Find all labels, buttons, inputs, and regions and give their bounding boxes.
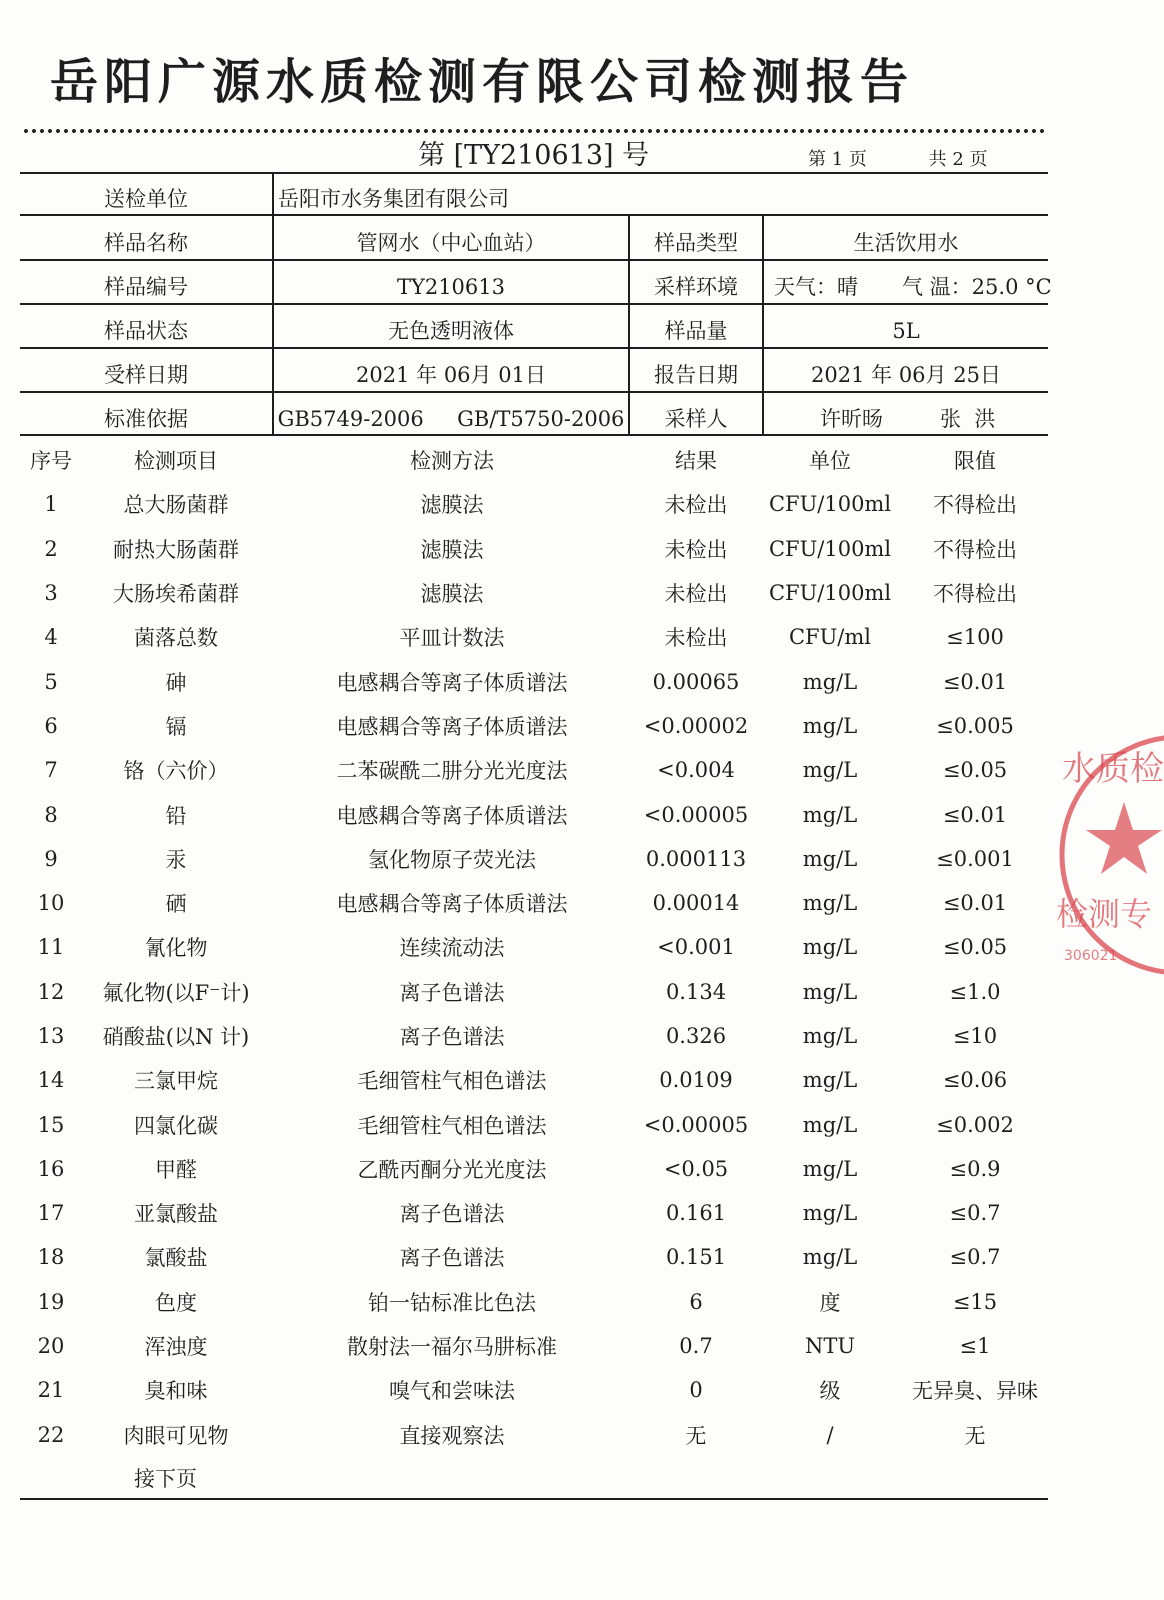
temperature-value: 气 温：25.0 °C	[902, 275, 1052, 299]
cell-unit: mg/L	[802, 1112, 858, 1137]
cell-index: 序号	[30, 449, 72, 474]
sample-type-label: 样品类型	[654, 231, 738, 255]
cell-result: 未检出	[664, 626, 728, 651]
cell-index: 13	[37, 1024, 65, 1048]
cell-limit: 无异臭、异味	[912, 1379, 1038, 1404]
cell-limit: ≤0.005	[936, 713, 1014, 738]
cell-method: 电感耦合等离子体质谱法	[336, 803, 568, 828]
cell-method: 电感耦合等离子体质谱法	[336, 670, 568, 695]
cell-index: 21	[37, 1378, 65, 1403]
cell-index: 20	[37, 1334, 65, 1359]
env-label: 采样环境	[654, 275, 738, 299]
cell-result: 0.00065	[652, 669, 740, 694]
report-date-value: 2021 年 06月 25日	[811, 363, 1001, 387]
cell-index: 14	[37, 1068, 65, 1093]
cell-limit: ≤0.01	[942, 669, 1008, 694]
cell-index: 18	[37, 1245, 65, 1270]
cell-index: 22	[37, 1422, 65, 1447]
table-row	[20, 1235, 1048, 1279]
cell-item: 亚氯酸盐	[134, 1202, 218, 1227]
cell-result: 6	[689, 1289, 703, 1314]
total-pages: 共 2 页	[928, 149, 988, 170]
cell-method: 毛细管柱气相色谱法	[357, 1113, 547, 1138]
cell-index: 17	[37, 1201, 65, 1226]
dotted-separator	[22, 128, 1044, 134]
info-rule	[20, 347, 1048, 349]
cell-limit: ≤0.9	[949, 1156, 1001, 1181]
table-row	[20, 748, 1048, 792]
cell-result: 无	[685, 1423, 707, 1448]
cell-result: 0.7	[679, 1334, 713, 1359]
cell-unit: mg/L	[802, 1201, 858, 1226]
unit-value: 岳阳市水务集团有限公司	[278, 187, 509, 211]
cell-unit: mg/L	[802, 1245, 858, 1270]
cell-item: 菌落总数	[134, 626, 218, 651]
table-row	[20, 704, 1048, 748]
info-bottom-rule	[20, 434, 1048, 436]
cell-unit: mg/L	[802, 891, 858, 916]
cell-index: 3	[44, 581, 58, 606]
cell-method: 电感耦合等离子体质谱法	[336, 714, 568, 739]
cell-item: 甲醛	[155, 1157, 197, 1182]
cell-result: <0.05	[663, 1156, 729, 1181]
table-row	[20, 1147, 1048, 1191]
standard-label: 标准依据	[104, 407, 188, 431]
cell-unit: mg/L	[802, 846, 858, 871]
cell-item: 四氯化碳	[134, 1113, 218, 1138]
cell-index: 11	[37, 935, 65, 960]
cell-limit: 限值	[954, 449, 996, 474]
sample-name-label: 样品名称	[104, 231, 188, 255]
cell-item: 浑浊度	[144, 1335, 208, 1360]
table-row	[20, 615, 1048, 659]
table-row	[20, 881, 1048, 925]
table-row	[20, 1014, 1048, 1058]
current-page: 第 1 页	[808, 149, 867, 170]
sample-name-value: 管网水（中心血站）	[356, 231, 546, 255]
table-row	[20, 1324, 1048, 1368]
info-rule	[20, 259, 1048, 261]
sample-id-value: TY210613	[396, 275, 506, 299]
cell-limit: ≤1.0	[949, 979, 1001, 1004]
cell-method: 毛细管柱气相色谱法	[357, 1069, 547, 1094]
cell-unit: mg/L	[802, 1024, 858, 1048]
table-row	[20, 482, 1048, 526]
table-row	[20, 1280, 1048, 1324]
cell-method: 直接观察法	[399, 1423, 505, 1448]
cell-index: 12	[37, 979, 65, 1004]
cell-item: 臭和味	[144, 1379, 208, 1404]
cell-unit: /	[826, 1422, 834, 1447]
table-row	[20, 1368, 1048, 1412]
cell-index: 1	[44, 492, 58, 517]
cell-item: 汞	[165, 847, 187, 872]
report-date-label: 报告日期	[654, 363, 738, 387]
cell-method: 氢化物原子荧光法	[368, 847, 536, 872]
cell-method: 滤膜法	[420, 537, 484, 562]
cell-limit: ≤0.002	[936, 1112, 1014, 1137]
table-row	[20, 571, 1048, 615]
cell-method: 滤膜法	[420, 493, 484, 518]
bottom-rule	[20, 1498, 1048, 1500]
cell-index: 16	[37, 1156, 65, 1181]
cell-unit: mg/L	[802, 669, 858, 694]
cell-index: 6	[44, 713, 58, 738]
cell-unit: mg/L	[802, 1156, 858, 1181]
cell-index: 15	[37, 1112, 65, 1137]
cell-unit: 单位	[809, 449, 851, 474]
cell-unit: 级	[819, 1379, 841, 1404]
cell-index: 5	[44, 669, 58, 694]
cell-unit: CFU/100ml	[768, 492, 892, 517]
table-row	[20, 1191, 1048, 1235]
cell-item: 色度	[155, 1290, 197, 1315]
cell-limit: 无	[964, 1423, 986, 1448]
cell-unit: mg/L	[802, 1068, 858, 1093]
received-date-label: 受样日期	[104, 363, 188, 387]
cell-limit: 不得检出	[933, 582, 1017, 607]
table-row	[20, 1102, 1048, 1146]
cell-unit: mg/L	[802, 713, 858, 738]
cell-result: 未检出	[664, 537, 728, 562]
cell-unit: CFU/100ml	[768, 536, 892, 561]
cell-limit: ≤15	[952, 1289, 998, 1314]
table-row	[20, 970, 1048, 1014]
cell-method: 离子色谱法	[399, 980, 505, 1005]
cell-item: 耐热大肠菌群	[113, 537, 239, 562]
table-row	[20, 925, 1048, 969]
cell-index: 2	[44, 536, 58, 561]
cell-result: <0.004	[657, 758, 735, 783]
table-row	[20, 792, 1048, 836]
cell-item: 氯酸盐	[144, 1246, 208, 1271]
cell-limit: ≤0.7	[949, 1245, 1001, 1270]
cell-method: 嗅气和尝味法	[389, 1379, 515, 1404]
cell-item: 硝酸盐(以N 计)	[102, 1025, 250, 1049]
cell-method: 离子色谱法	[399, 1202, 505, 1227]
info-rule	[20, 391, 1048, 393]
cell-index: 10	[37, 891, 65, 916]
standard-value: GB5749-2006 GB/T5750-2006	[277, 407, 625, 431]
page-info	[808, 148, 994, 172]
info-rule	[20, 303, 1048, 305]
svg-text:水质检: 水质检	[1062, 749, 1164, 789]
cell-unit: 度	[819, 1290, 841, 1315]
sampler-name-2: 张 洪	[940, 407, 996, 431]
cell-limit: ≤10	[952, 1024, 998, 1048]
cell-unit: mg/L	[802, 758, 858, 783]
table-header-row	[20, 438, 1048, 482]
cell-result: 0	[689, 1378, 703, 1403]
table-row	[20, 1413, 1048, 1457]
amount-label: 样品量	[664, 319, 728, 343]
table-row	[20, 1058, 1048, 1102]
cell-method: 离子色谱法	[399, 1246, 505, 1271]
red-seal-stamp	[1050, 730, 1164, 980]
cell-index: 19	[37, 1289, 65, 1314]
cell-result: 结果	[675, 449, 717, 474]
cell-item: 总大肠菌群	[123, 493, 229, 518]
results-table	[20, 438, 1048, 1457]
continue-note: 接下页	[134, 1467, 197, 1491]
cell-item: 铬（六价）	[123, 759, 229, 784]
cell-item: 铅	[165, 803, 187, 828]
cell-limit: 不得检出	[933, 493, 1017, 518]
info-divider	[272, 172, 274, 436]
cell-method: 二苯碳酰二肼分光光度法	[336, 759, 568, 784]
cell-limit: ≤0.05	[942, 935, 1008, 960]
svg-text:306021: 306021	[1064, 948, 1118, 964]
cell-method: 连续流动法	[399, 936, 505, 961]
cell-result: 未检出	[664, 493, 728, 518]
cell-method: 乙酰丙酮分光光度法	[357, 1157, 547, 1182]
cell-limit: ≤100	[946, 625, 1004, 650]
cell-method: 检测方法	[410, 449, 494, 474]
cell-unit: mg/L	[802, 802, 858, 827]
info-rule	[20, 214, 1048, 216]
weather-value: 天气：晴	[774, 275, 858, 299]
cell-unit: mg/L	[802, 935, 858, 960]
cell-limit: 不得检出	[933, 537, 1017, 562]
unit-label: 送检单位	[104, 187, 188, 211]
cell-method: 铂一钴标准比色法	[368, 1290, 536, 1315]
cell-method: 散射法一福尔马肼标准	[347, 1335, 557, 1360]
cell-method: 滤膜法	[420, 582, 484, 607]
state-label: 样品状态	[104, 319, 188, 343]
amount-value: 5L	[892, 319, 920, 343]
cell-limit: ≤0.05	[942, 758, 1008, 783]
cell-unit: CFU/100ml	[768, 581, 892, 606]
cell-limit: ≤1	[959, 1334, 991, 1359]
cell-result: 0.151	[665, 1245, 727, 1270]
cell-result: <0.00005	[643, 1112, 749, 1137]
cell-item: 砷	[165, 670, 187, 695]
cell-index: 9	[44, 846, 58, 871]
info-top-rule	[20, 172, 1048, 174]
cell-item: 三氯甲烷	[134, 1069, 218, 1094]
sampler-name-1: 许昕旸	[820, 407, 883, 431]
results-body	[20, 438, 1048, 1457]
cell-item: 氟化物(以F⁻计)	[102, 980, 250, 1005]
received-date-value: 2021 年 06月 01日	[356, 363, 546, 387]
cell-limit: ≤0.7	[949, 1201, 1001, 1226]
cell-unit: CFU/ml	[788, 625, 872, 650]
cell-item: 镉	[165, 714, 187, 739]
cell-limit: ≤0.06	[942, 1068, 1008, 1093]
state-value: 无色透明液体	[388, 319, 514, 343]
cell-result: 0.134	[665, 979, 727, 1004]
cell-result: 0.000113	[645, 846, 747, 871]
cell-item: 肉眼可见物	[123, 1423, 229, 1448]
cell-limit: ≤0.01	[942, 891, 1008, 916]
cell-limit: ≤0.01	[942, 802, 1008, 827]
cell-result: 0.326	[665, 1024, 727, 1048]
table-row	[20, 659, 1048, 703]
cell-result: 0.00014	[652, 891, 740, 916]
cell-item: 检测项目	[134, 449, 218, 474]
cell-result: <0.001	[657, 935, 735, 960]
svg-text:检测专: 检测专	[1056, 895, 1153, 933]
sample-type-value: 生活饮用水	[853, 231, 959, 255]
cell-method: 电感耦合等离子体质谱法	[336, 892, 568, 917]
table-row	[20, 837, 1048, 881]
cell-result: 0.0109	[659, 1068, 733, 1093]
cell-unit: mg/L	[802, 979, 858, 1004]
cell-index: 4	[44, 625, 58, 650]
sample-id-label: 样品编号	[104, 275, 188, 299]
cell-result: 0.161	[665, 1201, 727, 1226]
cell-index: 7	[44, 758, 58, 783]
sampler-label: 采样人	[664, 407, 728, 431]
cell-index: 8	[44, 802, 58, 827]
cell-item: 氰化物	[144, 936, 208, 961]
cell-method: 平皿计数法	[399, 626, 505, 651]
table-row	[20, 527, 1048, 571]
cell-item: 硒	[165, 892, 187, 917]
cell-item: 大肠埃希菌群	[113, 582, 239, 607]
cell-limit: ≤0.001	[936, 846, 1014, 871]
cell-result: <0.00005	[643, 802, 749, 827]
cell-result: <0.00002	[643, 713, 749, 738]
cell-method: 离子色谱法	[399, 1025, 505, 1049]
cell-unit: NTU	[804, 1334, 856, 1359]
report-number: 第 [TY210613] 号	[418, 140, 650, 171]
report-title: 岳阳广源水质检测有限公司检测报告	[50, 54, 915, 110]
cell-result: 未检出	[664, 582, 728, 607]
